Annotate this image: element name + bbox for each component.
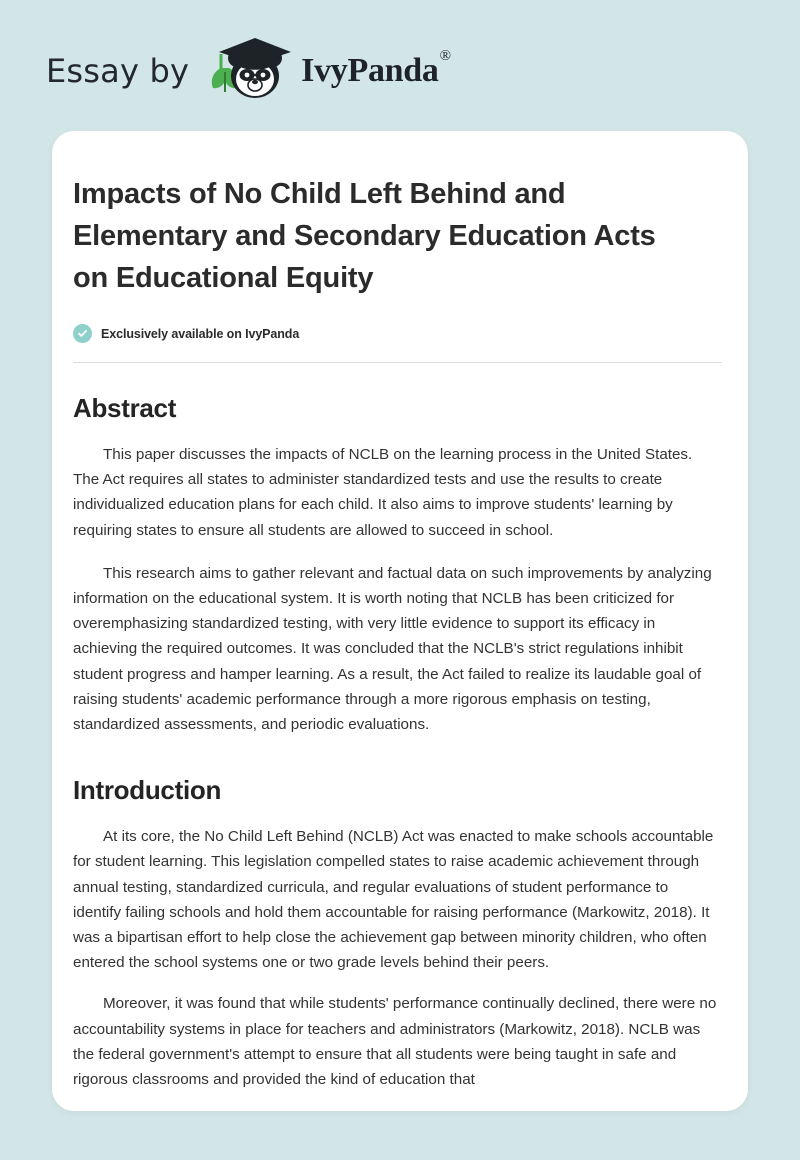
- brand-prefix-label: Essay by: [46, 52, 190, 90]
- status-badge: [73, 324, 722, 343]
- brand-header: [46, 38, 450, 104]
- paragraph: This paper discusses the impacts of NCLB on the learning process in the United States. The Act requires all states to administer standardized tests and use the results to create individualized education plans for each child. It also aims to improve students' learning by requiring states to ensure all students are allowed to succeed in school.: [73, 446, 693, 539]
- document-card: [52, 131, 748, 1111]
- page-title: Impacts of No Child Left Behind and Elementary and Secondary Education Acts on Educational Equity: [73, 178, 656, 294]
- brand-name-text: IvyPanda: [301, 52, 439, 89]
- ivypanda-logo[interactable]: [203, 36, 450, 107]
- registered-mark: ®: [439, 47, 451, 64]
- check-circle-icon: [73, 324, 92, 343]
- header-divider: [73, 362, 722, 363]
- status-badge-label: Exclusively available on IvyPanda: [101, 326, 300, 341]
- panda-graduate-logo-icon: [203, 36, 295, 107]
- paragraph: Moreover, it was found that while students' performance continually declined, there were no accountability systems in place for teachers and administrators (Markowitz, 2018). NCLB was the federal government's attempt to ensure that all students were being taught in safe and rigorous classrooms and provided the kind of education that: [73, 995, 717, 1089]
- section-heading-abstract: Abstract: [73, 393, 177, 423]
- section-heading-introduction: Introduction: [73, 775, 222, 806]
- paragraph: At its core, the No Child Left Behind (NCLB) Act was enacted to make schools accountable for student learning. This legislation compelled states to raise academic achievement through annual testing, standardized curricula, and regular evaluations of student performance to identify failing schools and hold them accountable for raising performance (Markowitz, 2018). It was a bipartisan effort to help close the achievement gap between minority children, who often entered the school systems one or two grade levels behind their peers.: [73, 828, 714, 972]
- paragraph: This research aims to gather relevant and factual data on such improvements by analyzing information on the educational system. It is worth noting that NCLB has been criticized for overemphasizing standardized testing, with very little evidence to support its efficacy in achieving the required outcomes. It was concluded that the NCLB's strict regulations inhibit student progress and hamper learning. As a result, the Act failed to realize its laudable goal of raising students' academic performance through a more rigorous emphasis on testing, standardized assessments, and periodic evaluations.: [73, 564, 712, 734]
- brand-wordmark: [301, 47, 451, 89]
